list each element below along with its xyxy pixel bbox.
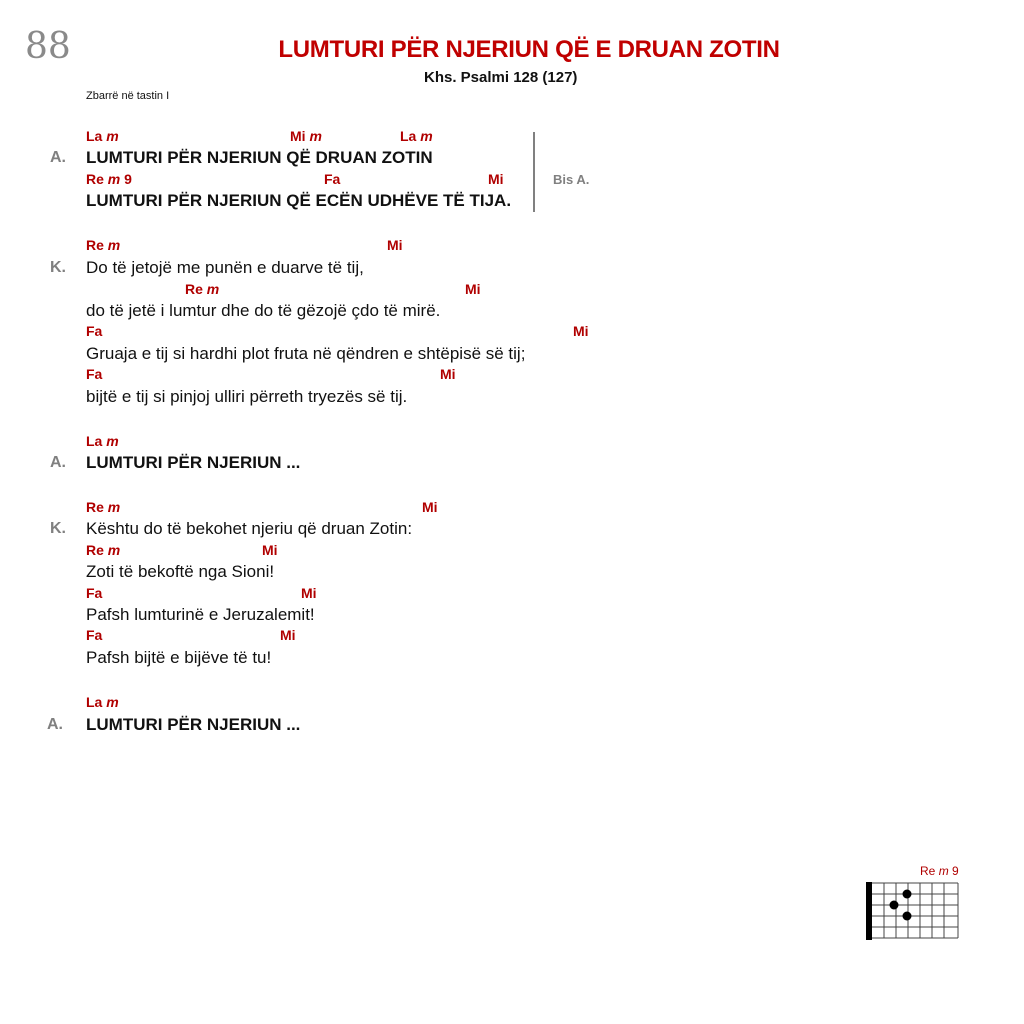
bis-marker: Bis A. (553, 172, 590, 187)
chord-mi: Mi (465, 281, 481, 297)
chord-fa: Fa (86, 585, 103, 601)
chord-diagram-label: Re m 9 (920, 864, 959, 878)
lyric-line: LUMTURI PËR NJERIUN QË DRUAN ZOTIN (86, 148, 433, 167)
chord-fa: Fa (86, 323, 103, 339)
lyric-line: Gruaja e tij si hardhi plot fruta në qëndren e shtëpisë së tij; (86, 344, 526, 363)
section-label-a: A. (50, 149, 66, 166)
lyric-line: LUMTURI PËR NJERIUN ... (86, 453, 301, 472)
chord-fa: Fa (86, 366, 103, 382)
chord-mi: Mi (440, 366, 456, 382)
chord-mi: Mi (573, 323, 589, 339)
chord-la-m: La m (86, 694, 119, 710)
chord-la-m: La m (86, 433, 119, 449)
repeat-bracket (533, 132, 535, 212)
section-label-k: K. (50, 520, 66, 537)
chord-la-m: La m (400, 128, 433, 144)
chord-fa: Fa (324, 171, 341, 187)
lyric-line: Zoti të bekoftë nga Sioni! (86, 562, 275, 581)
lyric-line: LUMTURI PËR NJERIUN ... (86, 715, 301, 734)
chord-re-m: Re m (86, 237, 121, 253)
lyric-line: Do të jetojë me punën e duarve të tij, (86, 258, 364, 277)
chord-mi: Mi (387, 237, 403, 253)
chord-re-m9: Re m 9 (86, 171, 132, 187)
psalm-reference: Khs. Psalmi 128 (127) (424, 69, 578, 86)
lyric-line: bijtë e tij si pinjoj ulliri përreth tryezës së tij. (86, 387, 408, 406)
chord-mi: Mi (301, 585, 317, 601)
section-label-a: A. (50, 454, 66, 471)
chord-fa: Fa (86, 627, 103, 643)
chord-diagram-icon (864, 880, 960, 944)
section-label-k: K. (50, 259, 66, 276)
lyric-line: Pafsh lumturinë e Jeruzalemit! (86, 605, 315, 624)
chord-mi-m: Mi m (290, 128, 322, 144)
chord-re-m: Re m (86, 499, 121, 515)
lyric-line: do të jetë i lumtur dhe do të gëzojë çdo të mirë. (86, 301, 441, 320)
capo-note: Zbarrë në tastin I (86, 90, 170, 102)
lyric-line: LUMTURI PËR NJERIUN QË ECËN UDHËVE TË TIJA. (86, 191, 512, 210)
chord-la-m: La m (86, 128, 119, 144)
lyric-line: Kështu do të bekohet njeriu që druan Zotin: (86, 519, 413, 538)
chord-re-m: Re m (185, 281, 220, 297)
chord-mi: Mi (280, 627, 296, 643)
chord-mi: Mi (422, 499, 438, 515)
song-title: LUMTURI PËR NJERIUN QË E DRUAN ZOTIN (278, 36, 780, 63)
lyric-line: Pafsh bijtë e bijëve të tu! (86, 648, 272, 667)
chord-mi: Mi (262, 542, 278, 558)
section-label-a: A. (47, 716, 63, 733)
chord-mi: Mi (488, 171, 504, 187)
chord-re-m: Re m (86, 542, 121, 558)
page-number: 88 (25, 26, 71, 67)
